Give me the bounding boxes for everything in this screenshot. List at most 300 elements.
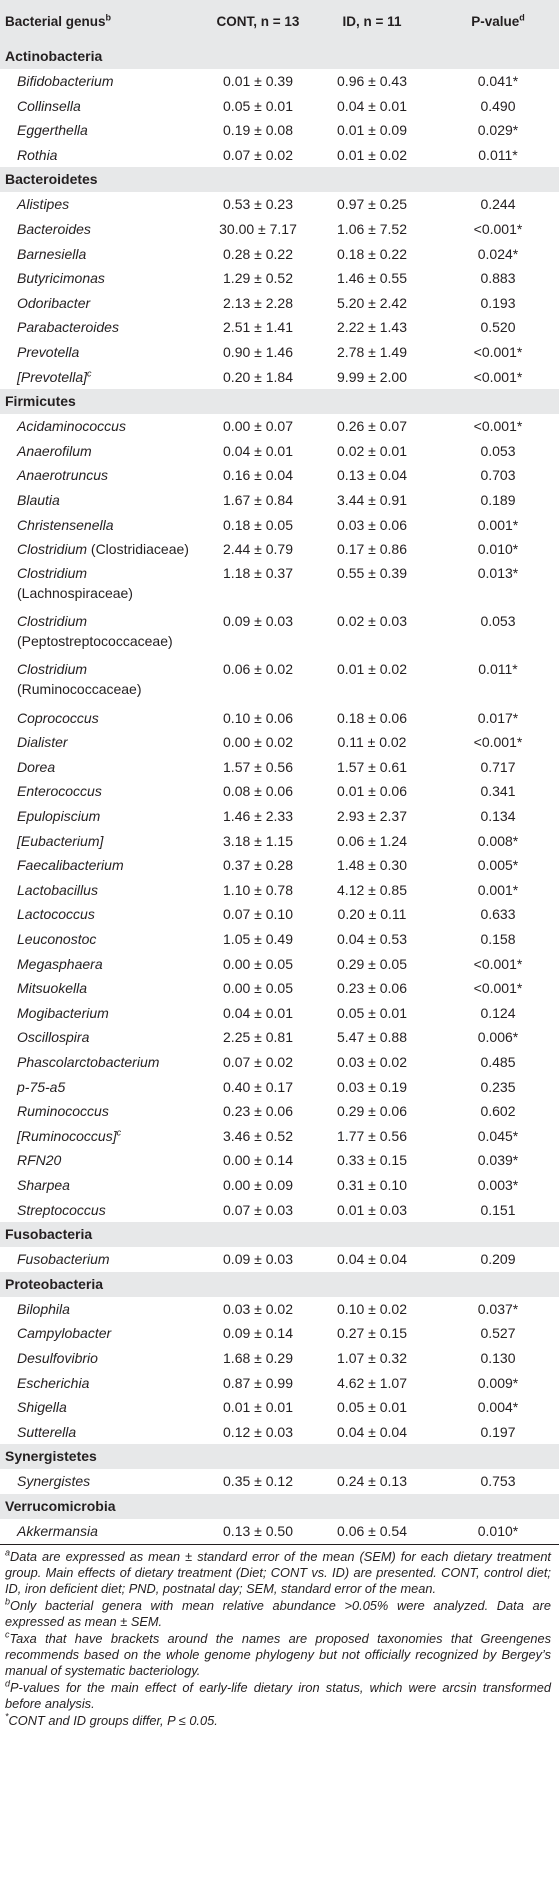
table-row [0,1321,559,1346]
p-value: 0.197 [480,1423,516,1440]
cont-value: 0.03 ± 0.02 [223,1300,293,1317]
footnote-mark: c [5,1629,10,1640]
cont-value: 3.18 ± 1.15 [223,832,293,849]
cont-value: 0.08 ± 0.06 [223,783,293,800]
genus-cell [17,1469,90,1494]
genus-name: Escherichia [17,1374,90,1391]
id-value: 0.13 ± 0.04 [337,467,407,484]
p-value: 0.151 [480,1201,516,1218]
table-row [0,291,559,316]
table-row [0,118,559,143]
genus-name: Mogibacterium [17,1004,109,1021]
id-value: 1.48 ± 0.30 [337,857,407,874]
genus-cell [17,779,102,804]
cont-value: 0.13 ± 0.50 [223,1522,293,1539]
genus-cell [17,1198,106,1223]
cont-value: 0.04 ± 0.01 [223,1004,293,1021]
genus-qualifier: (Peptostreptococcaceae) [17,632,173,649]
table-row [0,1371,559,1396]
p-value: 0.235 [480,1078,516,1095]
table-row [0,439,559,464]
cont-value: 0.00 ± 0.05 [223,980,293,997]
table-row [0,513,559,538]
genus-qualifier: (Clostridiaceae) [87,541,189,558]
table-row [0,242,559,267]
genus-name: Streptococcus [17,1201,106,1218]
footnote-mark: b [5,1596,11,1607]
p-value: 0.001* [477,516,519,533]
header-genus: Bacterial genus$^b$ [5,12,112,29]
table-row [0,755,559,780]
footnotes [0,1545,559,1729]
genus-name: Prevotella [17,343,80,360]
id-value: 1.07 ± 0.32 [337,1349,407,1366]
genus-cell [17,611,187,651]
id-value: 0.18 ± 0.22 [337,245,407,262]
cont-value: 0.23 ± 0.06 [223,1103,293,1120]
cont-value: 0.09 ± 0.03 [223,1251,293,1268]
p-value: 0.883 [480,270,516,287]
genus-cell [17,1297,70,1322]
cont-value: 2.13 ± 2.28 [223,294,293,311]
p-value: 0.017* [477,709,519,726]
group-header: Synergistetes [0,1444,559,1469]
table-row [0,1173,559,1198]
footnote [5,1631,551,1679]
p-value: 0.602 [480,1103,516,1120]
genus-cell [17,94,81,119]
id-value: 0.55 ± 0.39 [337,564,407,581]
id-value: 0.24 ± 0.13 [337,1473,407,1490]
id-value: 0.01 ± 0.02 [337,146,407,163]
genus-cell [17,1001,109,1026]
id-value: 0.01 ± 0.02 [337,660,407,677]
p-value: <0.001* [473,368,523,385]
table-row [0,69,559,94]
cont-value: 1.57 ± 0.56 [223,758,293,775]
p-value: 0.041* [477,73,519,89]
genus-name: Megasphaera [17,955,103,972]
cont-value: 1.46 ± 2.33 [223,808,293,825]
table-row [0,658,559,706]
p-value: 0.209 [480,1251,516,1268]
p-value: 0.006* [477,1029,519,1046]
table-row [0,463,559,488]
genus-name: [Prevotella] [17,368,88,385]
genus-cell [17,488,60,513]
genus-cell [17,853,124,878]
cont-value: 1.18 ± 0.37 [223,564,293,581]
cont-value: 0.00 ± 0.14 [223,1152,293,1169]
id-value: 5.47 ± 0.88 [337,1029,407,1046]
genus-cell [17,659,187,699]
genus-cell [17,563,187,603]
id-value: 0.03 ± 0.06 [337,516,407,533]
genus-name: Rothia [17,146,58,163]
genus-cell [17,192,69,217]
table-body [0,44,559,1544]
genus-cell [17,755,55,780]
p-value: 0.717 [480,758,516,775]
genus-cell [17,927,96,952]
genus-name: Desulfovibrio [17,1349,98,1366]
genus-name: Anaerofilum [17,442,92,459]
genus-cell [17,1346,98,1371]
genus-name: Mitsuokella [17,980,88,997]
group-header: Proteobacteria [0,1272,559,1297]
genus-name: Blautia [17,491,60,508]
cont-value: 0.00 ± 0.02 [223,734,293,751]
genus-name: Lactococcus [17,906,95,923]
id-value: 0.04 ± 0.01 [337,97,407,114]
cont-value: 0.00 ± 0.07 [223,418,293,435]
genus-name: Fusobacterium [17,1251,110,1268]
table-row [0,266,559,291]
p-value: <0.001* [473,343,523,360]
genus-cell [17,1124,121,1149]
cont-value: 1.10 ± 0.78 [223,881,293,898]
genus-cell [17,242,86,267]
footnote-mark: * [5,1711,9,1722]
genus-name: Alistipes [17,196,70,213]
p-value: 0.158 [480,931,516,948]
genus-name: Acidaminococcus [17,418,126,435]
id-value: 0.04 ± 0.04 [337,1423,407,1440]
cont-value: 1.68 ± 0.29 [223,1349,293,1366]
genus-name: Coprococcus [17,709,99,726]
genus-cell [17,706,99,731]
p-value: 0.341 [480,783,516,800]
table-row [0,1297,559,1322]
p-value: 0.193 [480,294,516,311]
cont-value: 0.87 ± 0.99 [223,1374,293,1391]
genus-footnote-mark: c [87,367,92,378]
genus-cell [17,1247,110,1272]
genus-cell [17,1519,98,1544]
table-header [0,0,559,44]
genus-name: Akkermansia [17,1522,98,1539]
table-row [0,1050,559,1075]
genus-name: [Ruminococcus] [17,1127,117,1144]
genus-cell [17,118,88,143]
genus-name: Ruminococcus [17,1103,109,1120]
table-row [0,537,559,562]
p-value: 0.010* [477,1522,519,1539]
genus-cell [17,952,103,977]
genus-cell [17,829,103,854]
cont-value: 1.05 ± 0.49 [223,931,293,948]
cont-value: 0.20 ± 1.84 [223,368,293,385]
p-value: 0.010* [477,541,519,558]
genus-cell [17,1099,109,1124]
table-row [0,779,559,804]
cont-value: 30.00 ± 7.17 [219,220,297,237]
table-row [0,1099,559,1124]
p-value: 0.134 [480,808,516,825]
id-value: 4.62 ± 1.07 [337,1374,407,1391]
footnote-text: Data are expressed as mean ± standard error of the mean (SEM) for each dietary treatment group. Main effects of dietary treatment (Diet; CONT vs. ID) are presented. CONT, control diet; ID, iron deficient diet; PND, postnatal day; SEM, standard error of the mean. [5,1548,551,1596]
cont-value: 0.06 ± 0.02 [223,660,293,677]
p-value: 0.011* [478,660,518,677]
cont-value: 0.01 ± 0.39 [223,73,293,89]
table-row [0,1075,559,1100]
genus-cell [17,878,98,903]
id-value: 0.02 ± 0.03 [337,612,407,629]
id-value: 9.99 ± 2.00 [337,368,407,385]
genus-name: Clostridium [17,541,88,558]
table-row [0,1198,559,1223]
genus-cell [17,1395,67,1420]
id-value: 0.05 ± 0.01 [337,1004,407,1021]
id-value: 0.01 ± 0.03 [337,1201,407,1218]
id-value: 0.11 ± 0.02 [337,734,407,751]
genus-cell [17,291,90,316]
id-value: 0.03 ± 0.02 [337,1054,407,1070]
p-value: 0.753 [480,1473,516,1490]
genus-name: [Eubacterium] [17,832,104,849]
id-value: 0.04 ± 0.53 [337,931,407,948]
id-value: 2.78 ± 1.49 [337,343,407,360]
footnote-mark: d [5,1678,11,1689]
cont-value: 0.09 ± 0.03 [223,612,293,629]
p-value: 0.029* [477,122,519,139]
p-value: 0.009* [477,1374,519,1391]
table-row [0,1247,559,1272]
p-value: 0.490 [480,97,516,114]
p-value: 0.008* [477,832,519,849]
id-value: 0.96 ± 0.43 [337,73,407,89]
genus-name: Clostridium [17,612,88,629]
genus-name: Clostridium [17,660,88,677]
id-value: 0.31 ± 0.10 [337,1176,407,1193]
genus-name: Enterococcus [17,783,102,800]
p-value: 0.053 [480,442,516,459]
genus-name: Eggerthella [17,122,88,139]
table-row [0,1124,559,1149]
p-value: 0.045* [477,1127,519,1144]
table-row [0,1025,559,1050]
id-value: 0.01 ± 0.06 [337,783,407,800]
genus-cell [17,143,57,168]
footnote-text: CONT and ID groups differ, P ≤ 0.05. [8,1712,218,1728]
id-value: 0.03 ± 0.19 [337,1078,407,1095]
p-value: <0.001* [473,220,523,237]
genus-cell [17,439,92,464]
p-value: 0.013* [477,564,519,581]
footnote [5,1598,551,1630]
genus-cell [17,730,68,755]
genus-cell [17,513,114,538]
cont-value: 0.40 ± 0.17 [223,1078,293,1095]
table-row [0,143,559,168]
table-row [0,217,559,242]
genus-cell [17,1075,65,1100]
genus-cell [17,1321,111,1346]
table-row [0,829,559,854]
genus-name: Christensenella [17,516,114,533]
id-value: 0.27 ± 0.15 [337,1325,407,1342]
genus-name: Sutterella [17,1423,77,1440]
table-row [0,610,559,658]
p-value: 0.485 [480,1054,516,1070]
genus-cell [17,69,114,94]
p-value: 0.520 [480,319,516,336]
p-value: 0.039* [477,1152,519,1169]
table-row [0,1519,559,1544]
table-row [0,902,559,927]
cont-value: 0.09 ± 0.14 [223,1325,293,1342]
id-value: 0.20 ± 0.11 [337,906,407,923]
genus-name: Sharpea [17,1176,70,1193]
cont-value: 0.00 ± 0.09 [223,1176,293,1193]
p-value: 0.124 [480,1004,516,1021]
genus-name: Odoribacter [17,294,91,311]
cont-value: 1.67 ± 0.84 [223,491,293,508]
cont-value: 0.00 ± 0.05 [223,955,293,972]
genus-name: Phascolarctobacterium [17,1054,160,1070]
id-value: 0.10 ± 0.02 [337,1300,407,1317]
table-row [0,192,559,217]
id-value: 0.06 ± 1.24 [337,832,407,849]
cont-value: 2.51 ± 1.41 [223,319,293,336]
table-row [0,562,559,610]
p-value: 0.633 [480,906,516,923]
id-value: 3.44 ± 0.91 [337,491,407,508]
genus-name: Oscillospira [17,1029,90,1046]
genus-cell [17,414,126,439]
cont-value: 0.53 ± 0.23 [223,196,293,213]
id-value: 1.77 ± 0.56 [337,1127,407,1144]
table-row [0,414,559,439]
genus-name: Clostridium [17,564,88,581]
genus-name: Barnesiella [17,245,87,262]
table-row [0,878,559,903]
id-value: 2.93 ± 2.37 [337,808,407,825]
genus-qualifier: (Ruminococcaceae) [17,680,142,697]
p-value: <0.001* [473,980,523,997]
genus-cell [17,463,108,488]
id-value: 0.01 ± 0.09 [337,122,407,139]
id-value: 1.46 ± 0.55 [337,270,407,287]
footnote-mark: a [5,1547,11,1558]
cont-value: 0.19 ± 0.08 [223,122,293,139]
genus-name: Synergistes [17,1473,91,1490]
cont-value: 0.07 ± 0.10 [223,906,293,923]
footnote [5,1549,551,1597]
genus-name: Dorea [17,758,56,775]
genus-cell [17,976,87,1001]
table-row [0,976,559,1001]
cont-value: 2.25 ± 0.81 [223,1029,293,1046]
genus-name: Campylobacter [17,1325,112,1342]
id-value: 5.20 ± 2.42 [337,294,407,311]
header-id: ID, n = 11 [342,14,402,29]
cont-value: 0.04 ± 0.01 [223,442,293,459]
genus-qualifier: (Lachnospiraceae) [17,584,133,601]
genus-cell [17,1371,89,1396]
id-value: 0.04 ± 0.04 [337,1251,407,1268]
p-value: <0.001* [473,955,523,972]
table-row [0,706,559,731]
p-value: <0.001* [473,418,523,435]
p-value: 0.053 [480,612,516,629]
genus-name: Faecalibacterium [17,857,124,874]
footnote-text: Only bacterial genera with mean relative abundance >0.05% were analyzed. Data are expressed as mean ± SEM. [5,1597,551,1629]
genus-name: RFN20 [17,1152,62,1169]
p-value: 0.189 [480,491,516,508]
cont-value: 0.28 ± 0.22 [223,245,293,262]
genus-cell [17,340,79,365]
id-value: 0.29 ± 0.06 [337,1103,407,1120]
group-header: Bacteroidetes [0,167,559,192]
table-row [0,804,559,829]
header-pvalue: P-value$^d$ [471,12,525,29]
id-value: 2.22 ± 1.43 [337,319,407,336]
table-row [0,927,559,952]
cont-value: 1.29 ± 0.52 [223,270,293,287]
genus-name: Bifidobacterium [17,73,114,89]
footnote [5,1680,551,1712]
genus-cell [17,315,119,340]
table-row [0,853,559,878]
cont-value: 0.90 ± 1.46 [223,343,293,360]
id-value: 1.06 ± 7.52 [337,220,407,237]
id-value: 0.05 ± 0.01 [337,1399,407,1416]
genus-cell [17,1420,76,1445]
genus-name: Shigella [17,1399,67,1416]
p-value: 0.130 [480,1349,516,1366]
id-value: 0.29 ± 0.05 [337,955,407,972]
genus-cell [17,266,105,291]
id-value: 0.06 ± 0.54 [337,1522,407,1539]
table-row [0,340,559,365]
cont-value: 0.37 ± 0.28 [223,857,293,874]
genus-cell [17,1050,159,1075]
table-row [0,315,559,340]
p-value: 0.024* [477,245,519,262]
cont-value: 0.12 ± 0.03 [223,1423,293,1440]
p-value: 0.703 [480,467,516,484]
cont-value: 0.07 ± 0.02 [223,1054,293,1070]
genus-cell [17,1025,89,1050]
p-value: <0.001* [473,734,523,751]
id-value: 0.23 ± 0.06 [337,980,407,997]
genus-name: Lactobacillus [17,881,98,898]
cont-value: 0.07 ± 0.03 [223,1201,293,1218]
p-value: 0.001* [477,881,519,898]
header-cont: CONT, n = 13 [216,14,300,29]
genus-cell [17,365,92,390]
p-value: 0.244 [480,196,516,213]
cont-value: 0.01 ± 0.01 [223,1399,293,1416]
genus-cell [17,1173,70,1198]
table-row [0,1001,559,1026]
p-value: 0.004* [477,1399,519,1416]
id-value: 0.26 ± 0.07 [337,418,407,435]
group-header: Firmicutes [0,389,559,414]
table-row [0,952,559,977]
p-value: 0.037* [477,1300,519,1317]
cont-value: 0.10 ± 0.06 [223,709,293,726]
group-header: Fusobacteria [0,1222,559,1247]
table-row [0,1346,559,1371]
table-row [0,365,559,390]
table-row [0,94,559,119]
group-header: Verrucomicrobia [0,1494,559,1519]
genus-name: Parabacteroides [17,319,119,336]
group-header: Actinobacteria [0,44,559,69]
footnote-text: Taxa that have brackets around the names are proposed taxonomies that Greengenes recommends based on the whole genome phylogeny but not officially recognized by Bergey’s manual of systematic bacteriology. [5,1630,551,1678]
